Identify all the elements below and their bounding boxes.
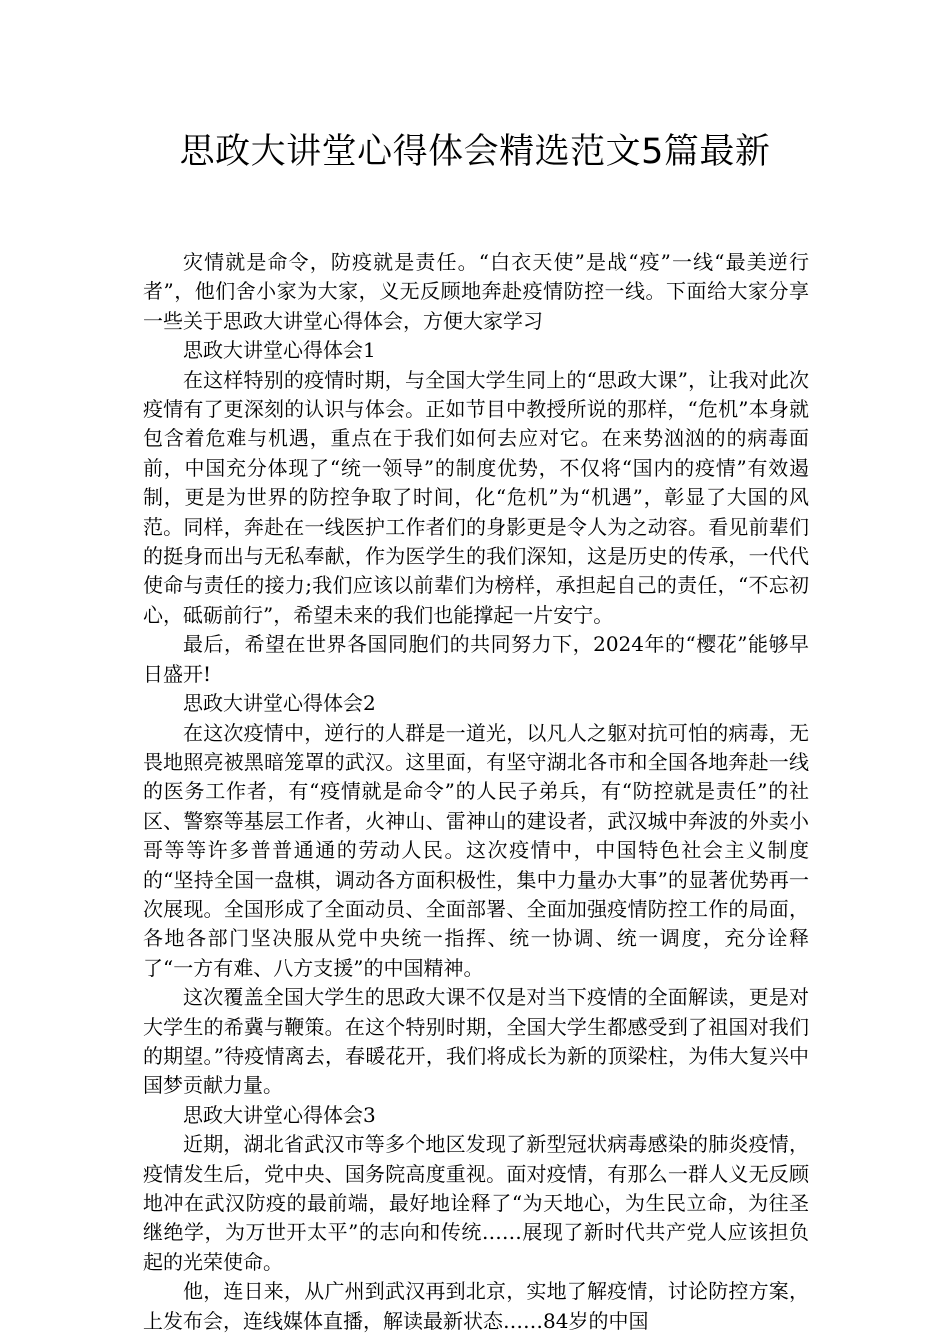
section-heading-2: 思政大讲堂心得体会2 xyxy=(183,691,376,716)
section-2-paragraph: 在这次疫情中，逆行的人群是一道光，以凡人之躯对抗可怕的病毒，无畏地照亮被黑暗笼罩的武汉。这里面，有坚守湖北各市和全国各地奔赴一线的医务工作者，有“疫情就是命令”的人民子弟兵，有“防控就是责任”的社区、警察等基层工作者，火神山、雷神山的建设者，武汉城中奔波的外卖小哥等等许多普普通通的劳动人民。这次疫情中，中国特色社会主义制度的“坚持全国一盘棋，调动各方面积极性，集中力量办大事”的显著优势再一次展现。全国形成了全面动员、全面部署、全面加强疫情防控工作的局面，各地各部门坚决服从党中央统一指挥、统一协调、统一调度，充分诠释了“一方有难、八方支援”的中国精神。 xyxy=(143,720,809,980)
document-title: 思政大讲堂心得体会精选范文5篇最新 xyxy=(179,132,771,172)
section-heading-1: 思政大讲堂心得体会1 xyxy=(183,338,376,363)
section-3-paragraph: 他，连日来，从广州到武汉再到北京，实地了解疫情，讨论防控方案，上发布会，连线媒体直播，解读最新状态……84岁的中国 xyxy=(143,1279,809,1333)
section-1-paragraph: 在这样特别的疫情时期，与全国大学生同上的“思政大课”，让我对此次疫情有了更深刻的认识与体会。正如节目中教授所说的那样，“危机”本身就包含着危难与机遇，重点在于我们如何去应对它。在来势汹汹的的病毒面前，中国充分体现了“统一领导”的制度优势，不仅将“国内的疫情”有效遏制，更是为世界的防控争取了时间，化“危机”为“机遇”，彰显了大国的风范。同样，奔赴在一线医护工作者们的身影更是令人为之动容。看见前辈们的挺身而出与无私奉献，作为医学生的我们深知，这是历史的传承，一代代使命与责任的接力;我们应该以前辈们为榜样，承担起自己的责任，“不忘初心，砥砺前行”，希望未来的我们也能撑起一片安宁。 xyxy=(143,367,809,627)
section-2-paragraph: 这次覆盖全国大学生的思政大课不仅是对当下疫情的全面解读，更是对大学生的希冀与鞭策。在这个特别时期，全国大学生都感受到了祖国对我们的期望。”待疫情离去，春暖花开，我们将成长为新的顶梁柱，为伟大复兴中国梦贡献力量。 xyxy=(143,985,809,1098)
intro-paragraph: 灾情就是命令，防疫就是责任。“白衣天使”是战“疫”一线“最美逆行者”，他们舍小家为大家，义无反顾地奔赴疫情防控一线。下面给大家分享一些关于思政大讲堂心得体会，方便大家学习 xyxy=(143,250,809,333)
document-body xyxy=(143,248,809,1336)
section-1-paragraph: 最后，希望在世界各国同胞们的共同努力下，2024年的“樱花”能够早日盛开! xyxy=(143,632,809,686)
section-3-paragraph: 近期，湖北省武汉市等多个地区发现了新型冠状病毒感染的肺炎疫情，疫情发生后，党中央、国务院高度重视。面对疫情，有那么一群人义无反顾地冲在武汉防疫的最前端，最好地诠释了“为天地心，为生民立命，为往圣继绝学，为万世开太平”的志向和传统……展现了新时代共产党人应该担负起的光荣使命。 xyxy=(143,1132,809,1274)
section-heading-3: 思政大讲堂心得体会3 xyxy=(183,1102,376,1127)
